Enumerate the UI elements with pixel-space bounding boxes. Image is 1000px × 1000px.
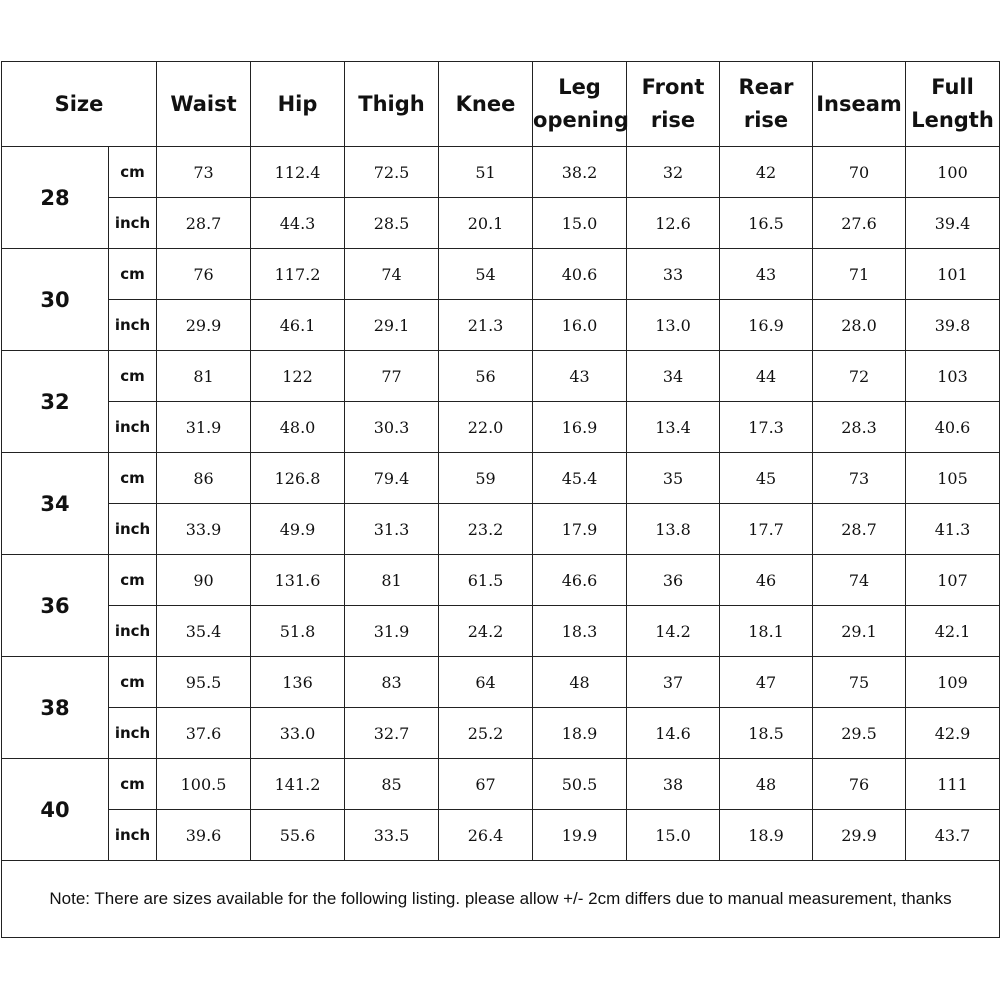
measurement-cell: 33.9 [157, 504, 251, 555]
table-body [2, 147, 1000, 861]
measurement-cell: 41.3 [906, 504, 1000, 555]
header-size: Size [2, 62, 157, 147]
measurement-cell: 12.6 [627, 198, 720, 249]
unit-label-cm: cm [109, 453, 157, 504]
measurement-cell: 49.9 [251, 504, 345, 555]
measurement-cell: 18.5 [720, 708, 813, 759]
header-waist: Waist [157, 62, 251, 147]
table-row [2, 198, 1000, 249]
measurement-cell: 43 [720, 249, 813, 300]
measurement-cell: 28.5 [345, 198, 439, 249]
table-row [2, 453, 1000, 504]
size-chart [1, 61, 999, 938]
measurement-cell: 37 [627, 657, 720, 708]
measurement-cell: 13.0 [627, 300, 720, 351]
table-row [2, 759, 1000, 810]
table-row [2, 810, 1000, 861]
measurement-cell: 45.4 [533, 453, 627, 504]
measurement-cell: 30.3 [345, 402, 439, 453]
measurement-cell: 23.2 [439, 504, 533, 555]
measurement-cell: 19.9 [533, 810, 627, 861]
measurement-cell: 18.9 [720, 810, 813, 861]
measurement-cell: 74 [813, 555, 906, 606]
measurement-cell: 117.2 [251, 249, 345, 300]
table-row [2, 708, 1000, 759]
unit-label-inch: inch [109, 402, 157, 453]
measurement-cell: 21.3 [439, 300, 533, 351]
measurement-cell: 43 [533, 351, 627, 402]
measurement-cell: 13.4 [627, 402, 720, 453]
note-text: Note: There are sizes available for the following listing. please allow +/- 2cm differs due to manual measurement, thanks [2, 861, 1000, 938]
measurement-cell: 29.1 [345, 300, 439, 351]
measurement-cell: 100.5 [157, 759, 251, 810]
measurement-cell: 131.6 [251, 555, 345, 606]
header-full-length-line2: Length [911, 108, 994, 132]
measurement-cell: 70 [813, 147, 906, 198]
measurement-cell: 16.5 [720, 198, 813, 249]
size-chart-table [1, 61, 1000, 938]
table-row [2, 249, 1000, 300]
measurement-cell: 38.2 [533, 147, 627, 198]
measurement-cell: 81 [157, 351, 251, 402]
measurement-cell: 38 [627, 759, 720, 810]
measurement-cell: 31.9 [345, 606, 439, 657]
measurement-cell: 42.1 [906, 606, 1000, 657]
measurement-cell: 18.1 [720, 606, 813, 657]
measurement-cell: 44 [720, 351, 813, 402]
measurement-cell: 22.0 [439, 402, 533, 453]
header-hip: Hip [251, 62, 345, 147]
table-row [2, 555, 1000, 606]
measurement-cell: 20.1 [439, 198, 533, 249]
measurement-cell: 72.5 [345, 147, 439, 198]
measurement-cell: 31.9 [157, 402, 251, 453]
measurement-cell: 42 [720, 147, 813, 198]
measurement-cell: 71 [813, 249, 906, 300]
measurement-cell: 73 [157, 147, 251, 198]
unit-label-inch: inch [109, 606, 157, 657]
measurement-cell: 100 [906, 147, 1000, 198]
measurement-cell: 37.6 [157, 708, 251, 759]
measurement-cell: 51 [439, 147, 533, 198]
header-rear-rise-line1: Rear [738, 75, 794, 99]
measurement-cell: 79.4 [345, 453, 439, 504]
header-full-length [906, 62, 1000, 147]
measurement-cell: 46.6 [533, 555, 627, 606]
measurement-cell: 90 [157, 555, 251, 606]
measurement-cell: 95.5 [157, 657, 251, 708]
table-row [2, 300, 1000, 351]
unit-label-inch: inch [109, 708, 157, 759]
measurement-cell: 50.5 [533, 759, 627, 810]
measurement-cell: 61.5 [439, 555, 533, 606]
measurement-cell: 34 [627, 351, 720, 402]
measurement-cell: 14.2 [627, 606, 720, 657]
measurement-cell: 28.7 [157, 198, 251, 249]
header-leg-opening [533, 62, 627, 147]
measurement-cell: 13.8 [627, 504, 720, 555]
measurement-cell: 39.8 [906, 300, 1000, 351]
measurement-cell: 136 [251, 657, 345, 708]
measurement-cell: 36 [627, 555, 720, 606]
header-rear-rise [720, 62, 813, 147]
measurement-cell: 103 [906, 351, 1000, 402]
measurement-cell: 32.7 [345, 708, 439, 759]
measurement-cell: 16.9 [533, 402, 627, 453]
measurement-cell: 26.4 [439, 810, 533, 861]
measurement-cell: 33.5 [345, 810, 439, 861]
measurement-cell: 29.5 [813, 708, 906, 759]
measurement-cell: 73 [813, 453, 906, 504]
measurement-cell: 122 [251, 351, 345, 402]
measurement-cell: 35 [627, 453, 720, 504]
measurement-cell: 42.9 [906, 708, 1000, 759]
measurement-cell: 44.3 [251, 198, 345, 249]
measurement-cell: 101 [906, 249, 1000, 300]
measurement-cell: 29.9 [157, 300, 251, 351]
measurement-cell: 76 [813, 759, 906, 810]
measurement-cell: 28.7 [813, 504, 906, 555]
measurement-cell: 40.6 [906, 402, 1000, 453]
header-knee: Knee [439, 62, 533, 147]
measurement-cell: 16.0 [533, 300, 627, 351]
measurement-cell: 81 [345, 555, 439, 606]
measurement-cell: 17.3 [720, 402, 813, 453]
unit-label-cm: cm [109, 555, 157, 606]
measurement-cell: 15.0 [627, 810, 720, 861]
unit-label-cm: cm [109, 657, 157, 708]
unit-label-inch: inch [109, 198, 157, 249]
measurement-cell: 77 [345, 351, 439, 402]
unit-label-cm: cm [109, 351, 157, 402]
header-leg-opening-line2: opening [533, 108, 629, 132]
measurement-cell: 25.2 [439, 708, 533, 759]
measurement-cell: 15.0 [533, 198, 627, 249]
header-row [2, 62, 1000, 147]
measurement-cell: 126.8 [251, 453, 345, 504]
measurement-cell: 83 [345, 657, 439, 708]
measurement-cell: 64 [439, 657, 533, 708]
size-label: 36 [2, 555, 109, 657]
measurement-cell: 56 [439, 351, 533, 402]
measurement-cell: 18.3 [533, 606, 627, 657]
measurement-cell: 74 [345, 249, 439, 300]
measurement-cell: 31.3 [345, 504, 439, 555]
size-label: 30 [2, 249, 109, 351]
measurement-cell: 17.9 [533, 504, 627, 555]
measurement-cell: 14.6 [627, 708, 720, 759]
table-row [2, 351, 1000, 402]
measurement-cell: 47 [720, 657, 813, 708]
measurement-cell: 111 [906, 759, 1000, 810]
unit-label-inch: inch [109, 300, 157, 351]
measurement-cell: 86 [157, 453, 251, 504]
header-full-length-line1: Full [931, 75, 974, 99]
measurement-cell: 27.6 [813, 198, 906, 249]
measurement-cell: 76 [157, 249, 251, 300]
unit-label-cm: cm [109, 759, 157, 810]
header-rear-rise-line2: rise [743, 108, 789, 132]
measurement-cell: 72 [813, 351, 906, 402]
measurement-cell: 39.6 [157, 810, 251, 861]
header-front-rise-line2: rise [650, 108, 696, 132]
size-label: 34 [2, 453, 109, 555]
note-row [2, 861, 1000, 938]
measurement-cell: 18.9 [533, 708, 627, 759]
table-row [2, 147, 1000, 198]
measurement-cell: 141.2 [251, 759, 345, 810]
measurement-cell: 59 [439, 453, 533, 504]
measurement-cell: 40.6 [533, 249, 627, 300]
table-row [2, 657, 1000, 708]
measurement-cell: 46 [720, 555, 813, 606]
unit-label-cm: cm [109, 147, 157, 198]
unit-label-inch: inch [109, 504, 157, 555]
measurement-cell: 75 [813, 657, 906, 708]
measurement-cell: 17.7 [720, 504, 813, 555]
measurement-cell: 32 [627, 147, 720, 198]
measurement-cell: 33 [627, 249, 720, 300]
measurement-cell: 33.0 [251, 708, 345, 759]
table-row [2, 504, 1000, 555]
header-thigh: Thigh [345, 62, 439, 147]
measurement-cell: 16.9 [720, 300, 813, 351]
measurement-cell: 48 [720, 759, 813, 810]
header-front-rise-line1: Front [641, 75, 705, 99]
measurement-cell: 105 [906, 453, 1000, 504]
measurement-cell: 109 [906, 657, 1000, 708]
measurement-cell: 24.2 [439, 606, 533, 657]
header-inseam: Inseam [813, 62, 906, 147]
measurement-cell: 45 [720, 453, 813, 504]
measurement-cell: 51.8 [251, 606, 345, 657]
measurement-cell: 39.4 [906, 198, 1000, 249]
measurement-cell: 28.3 [813, 402, 906, 453]
measurement-cell: 67 [439, 759, 533, 810]
measurement-cell: 55.6 [251, 810, 345, 861]
unit-label-cm: cm [109, 249, 157, 300]
measurement-cell: 107 [906, 555, 1000, 606]
measurement-cell: 112.4 [251, 147, 345, 198]
measurement-cell: 43.7 [906, 810, 1000, 861]
measurement-cell: 35.4 [157, 606, 251, 657]
measurement-cell: 54 [439, 249, 533, 300]
measurement-cell: 46.1 [251, 300, 345, 351]
measurement-cell: 28.0 [813, 300, 906, 351]
unit-label-inch: inch [109, 810, 157, 861]
size-label: 28 [2, 147, 109, 249]
table-row [2, 606, 1000, 657]
size-label: 32 [2, 351, 109, 453]
table-row [2, 402, 1000, 453]
header-front-rise [627, 62, 720, 147]
size-label: 40 [2, 759, 109, 861]
measurement-cell: 29.1 [813, 606, 906, 657]
measurement-cell: 48.0 [251, 402, 345, 453]
measurement-cell: 48 [533, 657, 627, 708]
size-label: 38 [2, 657, 109, 759]
measurement-cell: 29.9 [813, 810, 906, 861]
measurement-cell: 85 [345, 759, 439, 810]
header-leg-opening-line1: Leg [558, 75, 601, 99]
